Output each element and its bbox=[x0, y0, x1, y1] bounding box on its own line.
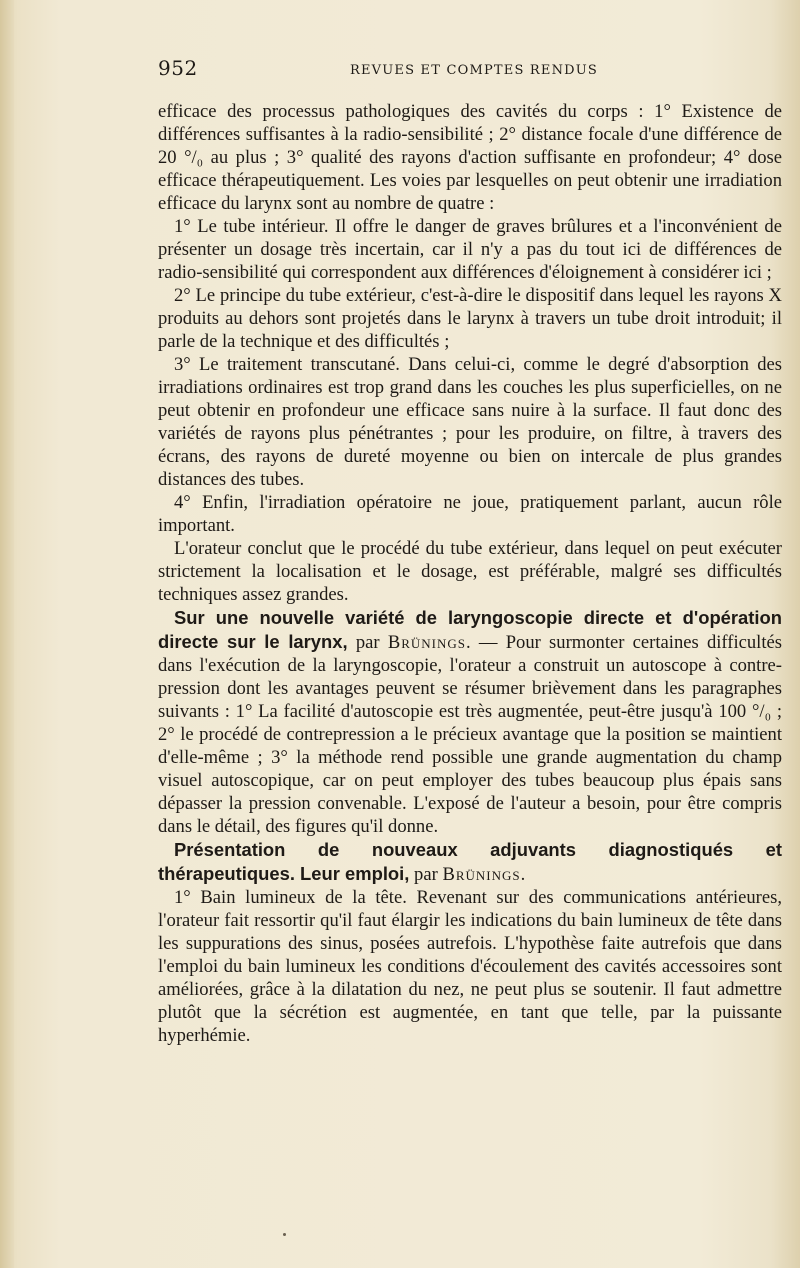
section-heading: Présentation de nouveaux adjuvants diagnostiqués et thérapeutiques. Leur emploi, bbox=[158, 839, 782, 884]
section-heading: Sur une nouvelle variété de laryngoscopie directe et d'opération directe sur le larynx, bbox=[158, 607, 782, 652]
paragraph: efficace des processus pathologiques des cavités du corps : 1° Existence de différences suffisantes à la radio-sensibilité ; 2° distance focale d'une différence de 20 °/₀ au plus ; 3° qualité des rayons d'action suffisante en profondeur; 4° dose efficace thérapeutiquement. Les voies par lesquelles on peut obtenir une irradiation efficace du larynx sont au nombre de quatre : bbox=[158, 101, 782, 214]
page-number: 952 bbox=[158, 56, 198, 80]
article-body bbox=[158, 100, 782, 1047]
ink-speck bbox=[283, 1233, 286, 1236]
paragraph: 4° Enfin, l'irradiation opératoire ne joue, pratiquement parlant, aucun rôle important. bbox=[158, 492, 782, 536]
paragraph: L'orateur conclut que le procédé du tube extérieur, dans lequel on peut exécuter strictement la localisation et le dosage, est préférable, malgré ses difficultés techniques assez grandes. bbox=[158, 538, 782, 605]
section-by: par bbox=[347, 632, 388, 653]
page-header bbox=[158, 56, 782, 86]
section-text: . bbox=[520, 864, 526, 885]
paragraph: 3° Le traitement transcutané. Dans celui-ci, comme le degré d'absorption des irradiations ordinaires est trop grand dans les couches les plus superficielles, on ne peut obtenir en profondeur une efficace sans nuire à la surface. Il faut donc des variétés de rayons plus pénétrantes ; pour les produire, on filtre, à travers des écrans, des rayons de dureté moyenne ou bien on intercale de plus grandes distances des tubes. bbox=[158, 354, 782, 490]
section-adjuvants bbox=[158, 838, 782, 886]
section-by: par bbox=[409, 864, 443, 885]
running-head: REVUES ET COMPTES RENDUS bbox=[350, 63, 599, 78]
paragraph: 1° Bain lumineux de la tête. Revenant sur des communications antérieures, l'orateur fait ressortir qu'il faut élargir les indications du bain lumineux de tête dans les suppurations des sinus, posées autrefois. L'hypothèse faite autrefois que dans l'emploi du bain lumineux les conditions d'écoulement des cavités accessoires sont améliorées, grâce à la dilatation du nez, ne peut plus se soutenir. Il faut admettre plutôt que la sécrétion est augmentée, en tant que telle, par la puissante hyperhémie. bbox=[158, 887, 782, 1046]
section-author: Brünings bbox=[442, 864, 521, 885]
page-binding-edge bbox=[0, 0, 14, 1268]
paragraph: 1° Le tube intérieur. Il offre le danger de graves brûlures et a l'inconvénient de présenter un dosage très incertain, car il n'y a pas du tout ici de différences de radio-sensibilité qui correspondent aux différences d'éloignement à considérer ici ; bbox=[158, 216, 782, 283]
paragraph: 2° Le principe du tube extérieur, c'est-à-dire le dispositif dans lequel les rayons X produits au dehors sont projetés dans le larynx à travers un tube droit introduit; il parle de la technique et des difficultés ; bbox=[158, 285, 782, 352]
section-text: . — Pour surmonter certaines difficultés dans l'exécution de la laryngoscopie, l'orateur a construit un autoscope à contre-pression dont les avantages peuvent se résumer brièvement dans les paragraphes suivants : 1° La facilité d'autoscopie est très augmentée, peut-être jusqu'à 100 °/₀ ; 2° le procédé de contrepression a le précieux avantage que la position se maintient d'elle-même ; 3° la méthode rend possible une grande augmentation du champ visuel autoscopique, car on peut employer des tubes beaucoup plus épais sans dépasser la pression convenable. L'exposé de l'auteur a besoin, pour être compris dans le détail, des figures qu'il donne. bbox=[158, 632, 783, 837]
section-author: Brünings bbox=[387, 632, 467, 653]
section-laryngoscopie bbox=[158, 606, 782, 838]
